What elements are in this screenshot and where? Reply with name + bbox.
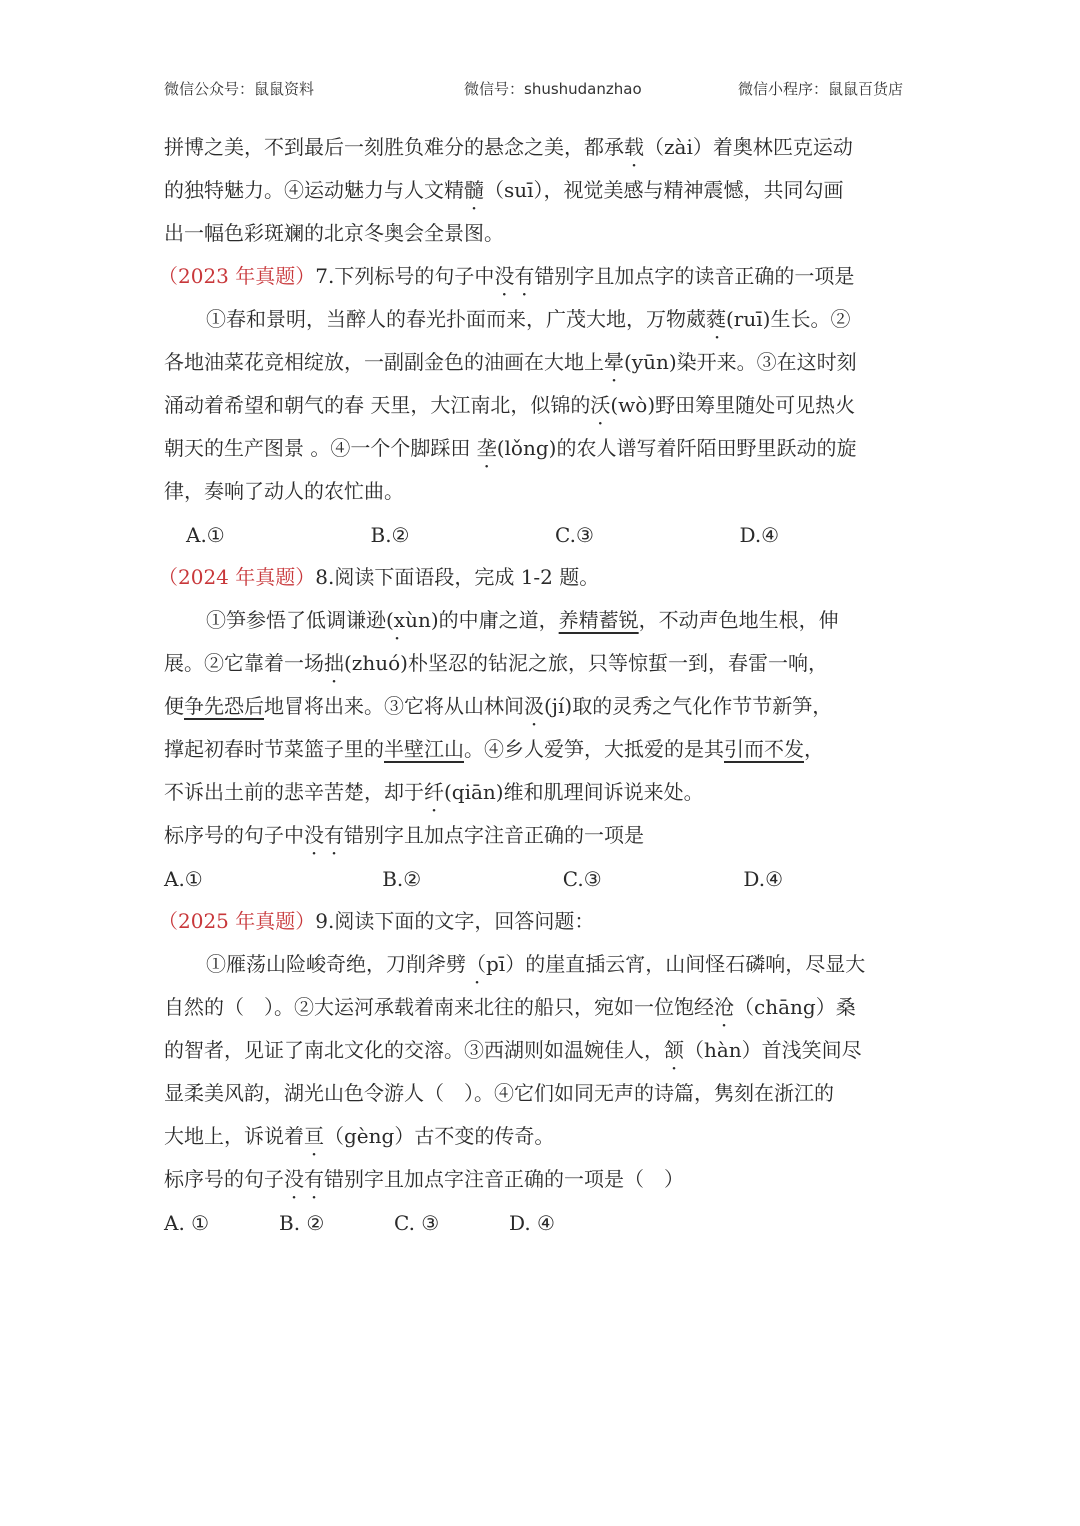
underlined-phrase: 养精蓄锐 xyxy=(558,608,639,632)
header-right: 微信小程序：鼠鼠百货店 xyxy=(738,80,904,98)
dotted-char: 逊 xyxy=(366,608,386,632)
question-8-options xyxy=(164,857,924,900)
question-9-passage: 显柔美风韵，湖光山色令游人（ ）。④它们如同无声的诗篇，隽刻在浙江的 xyxy=(164,1081,834,1105)
question-8-ask: 标序号的句子中没有错别字且加点字注音正确的一项是 xyxy=(164,823,644,847)
year-tag: （2025 年真题） xyxy=(158,909,316,933)
dotted-char: 纤 xyxy=(424,780,444,804)
dotted-char: 没 xyxy=(494,264,515,288)
dotted-char: 亘 xyxy=(304,1124,324,1148)
option-d: D.④ xyxy=(743,866,784,891)
question-7-passage: 朝天的生产图景 。④一个个脚踩田 垄(lǒng)的农人谱写着阡陌田野里跃动的旋 xyxy=(164,436,857,460)
dotted-char: 汲 xyxy=(524,694,544,718)
question-7-passage: 各地油菜花竞相绽放，一副副金色的油画在大地上晕(yūn)染开来。③在这时刻 xyxy=(164,350,857,374)
question-8-stem: （2024 年真题）8.阅读下面语段，完成 1-2 题。 xyxy=(158,565,600,589)
dotted-char: 劈 xyxy=(446,952,466,976)
dotted-char: 垄 xyxy=(476,436,497,460)
underlined-phrase: 争先恐后 xyxy=(184,694,264,718)
option-b: B.② xyxy=(382,866,422,891)
option-d: D.④ xyxy=(739,522,780,547)
question-7-stem: （2023 年真题）7.下列标号的句子中没有错别字且加点字的读音正确的一项是 xyxy=(158,264,855,288)
question-9-ask: 标序号的句子没有错别字且加点字注音正确的一项是（ ） xyxy=(164,1167,684,1191)
intro-line: 出一幅色彩斑斓的北京冬奥会全景图。 xyxy=(164,221,504,245)
option-c: C.③ xyxy=(555,522,594,547)
question-8-passage: 展。②它靠着一场拙(zhuó)朴坚忍的钻泥之旅，只等惊蜇一到，春雷一响， xyxy=(164,651,828,675)
header-left: 微信公众号：鼠鼠资料 xyxy=(164,80,315,98)
dotted-char: 有 xyxy=(514,264,535,288)
question-8-passage: 便争先恐后地冒将出来。③它将从山林间汲(jí)取的灵秀之气化作节节新笋， xyxy=(164,694,833,718)
underlined-phrase: 半壁江山 xyxy=(384,737,464,761)
question-9-passage: 大地上，诉说着亘（gèng）古不变的传奇。 xyxy=(164,1124,555,1148)
dotted-char: 载 xyxy=(624,135,644,159)
dotted-char: 有 xyxy=(304,1167,324,1191)
dotted-char: 拙 xyxy=(324,651,344,675)
option-a: A.① xyxy=(186,522,225,547)
document-body xyxy=(158,126,924,1244)
header-center: 微信号：shushudanzhao xyxy=(464,80,642,98)
option-a: A.① xyxy=(164,866,203,891)
dotted-char: 沧 xyxy=(714,995,734,1019)
dotted-char: 有 xyxy=(324,823,344,847)
dotted-char: 没 xyxy=(304,823,324,847)
dotted-char: 晕 xyxy=(604,350,624,374)
question-7-passage: 涌动着希望和朝气的春 天里，大江南北，似锦的沃(wò)野田筹里随处可见热火 xyxy=(164,393,856,417)
dotted-char: 髓 xyxy=(464,178,484,202)
intro-line: 的独特魅力。④运动魅力与人文精髓（suī），视觉美感与精神震憾，共同勾画 xyxy=(164,178,844,202)
question-7-passage: ①春和景明，当醉人的春光扑面而来，广茂大地，万物葳蕤(ruī)生长。② xyxy=(206,307,851,331)
option-b: B.② xyxy=(370,522,410,547)
option-c: C.③ xyxy=(562,866,602,891)
question-7-options xyxy=(164,513,924,556)
year-tag: （2024 年真题） xyxy=(158,565,316,589)
dotted-char: 葳 xyxy=(686,307,706,331)
dotted-char: 颔 xyxy=(664,1038,684,1062)
question-9-passage: ①雁荡山险峻奇绝，刀削斧劈（pī）的崖直插云宵，山间怪石磷响，尽显大 xyxy=(206,952,866,976)
dotted-char: 沃 xyxy=(590,393,611,417)
question-8-passage: ①笋参悟了低调谦逊(xùn)的中庸之道，养精蓄锐，不动声色地生根，伸 xyxy=(206,608,839,632)
underlined-phrase: 引而不发 xyxy=(724,737,804,761)
question-9-passage: 自然的（ ）。②大运河承载着南来北往的船只，宛如一位饱经沧（chāng）桑 xyxy=(164,995,856,1019)
option-a: A. ① xyxy=(164,1210,210,1235)
dotted-char: 没 xyxy=(284,1167,304,1191)
question-9-options xyxy=(164,1201,924,1244)
question-9-stem: （2025 年真题）9.阅读下面的文字，回答问题： xyxy=(158,909,595,933)
option-d: D. ④ xyxy=(509,1210,555,1235)
option-c: C. ③ xyxy=(394,1210,440,1235)
question-9-passage: 的智者，见证了南北文化的交溶。③西湖则如温婉佳人，颔（hàn）首浅笑间尽 xyxy=(164,1038,862,1062)
question-7-passage: 律，奏响了动人的农忙曲。 xyxy=(164,479,404,503)
year-tag: （2023 年真题） xyxy=(158,264,316,288)
question-8-passage: 不诉出土前的悲辛苦楚，却于纤(qiān)维和肌理间诉说来处。 xyxy=(164,780,704,804)
intro-line: 拼博之美，不到最后一刻胜负难分的悬念之美，都承载（zài）着奥林匹克运动 xyxy=(164,135,853,159)
question-8-passage: 撑起初春时节菜篮子里的半壁江山。④乡人爱笋，大抵爱的是其引而不发， xyxy=(164,737,824,761)
option-b: B. ② xyxy=(279,1210,325,1235)
